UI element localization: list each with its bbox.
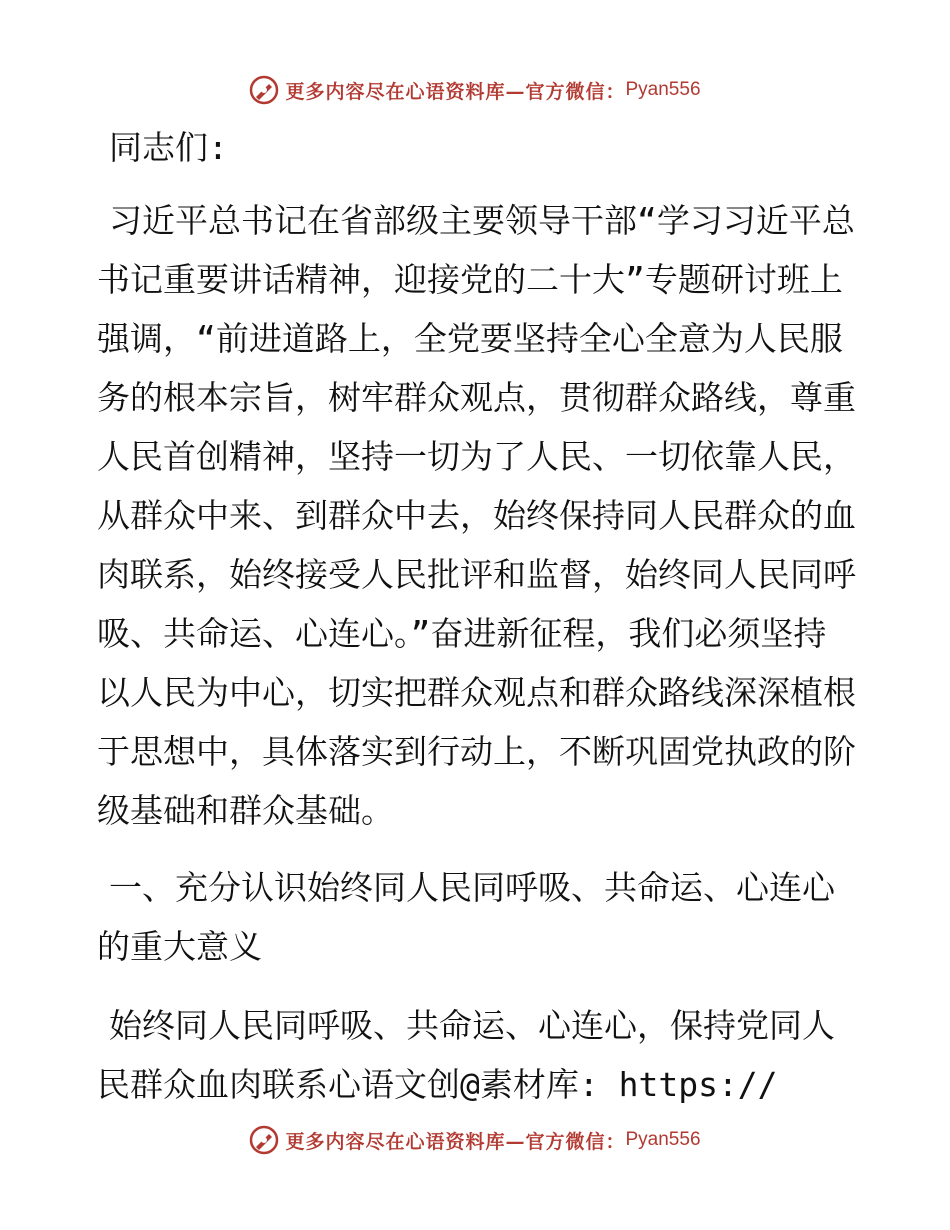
- footer-watermark: [0, 1120, 950, 1160]
- header-watermark: [0, 70, 950, 110]
- paragraph-intro: 习近平总书记在省部级主要领导干部“学习习近平总书记重要讲话精神，迎接党的二十大”专题研讨班上强调，“前进道路上，全党要坚持全心全意为人民服务的根本宗旨，树牢群众观点，贯彻群众路线，尊重人民首创精神，坚持一切为了人民、一切依靠人民，从群众中来、到群众中去，始终保持同人民群众的血肉联系，始终接受人民批评和监督，始终同人民同呼吸、共命运、心连心。”奋进新征程，我们必须坚持以人民为中心，切实把群众观点和群众路线深深植根于思想中，具体落实到行动上，不断巩固党执政的阶级基础和群众基础。: [97, 201, 856, 830]
- watermark-text: 更多内容尽在心语资料库—官方微信：: [285, 1130, 626, 1153]
- watermark-id: Pyan556: [625, 79, 701, 100]
- watermark-text: 更多内容尽在心语资料库—官方微信：: [285, 80, 626, 103]
- watermark-id: Pyan556: [625, 1129, 701, 1150]
- salutation: 同志们:: [109, 128, 228, 167]
- pen-logo-icon: [249, 75, 279, 105]
- document-body: [97, 118, 857, 1114]
- pen-logo-icon: [249, 1125, 279, 1155]
- section-heading: 一、充分认识始终同人民同呼吸、共命运、心连心的重大意义: [97, 868, 835, 966]
- paragraph-section-1: 始终同人民同呼吸、共命运、心连心，保持党同人民群众血肉联系心语文创@素材库: https://: [97, 1006, 835, 1104]
